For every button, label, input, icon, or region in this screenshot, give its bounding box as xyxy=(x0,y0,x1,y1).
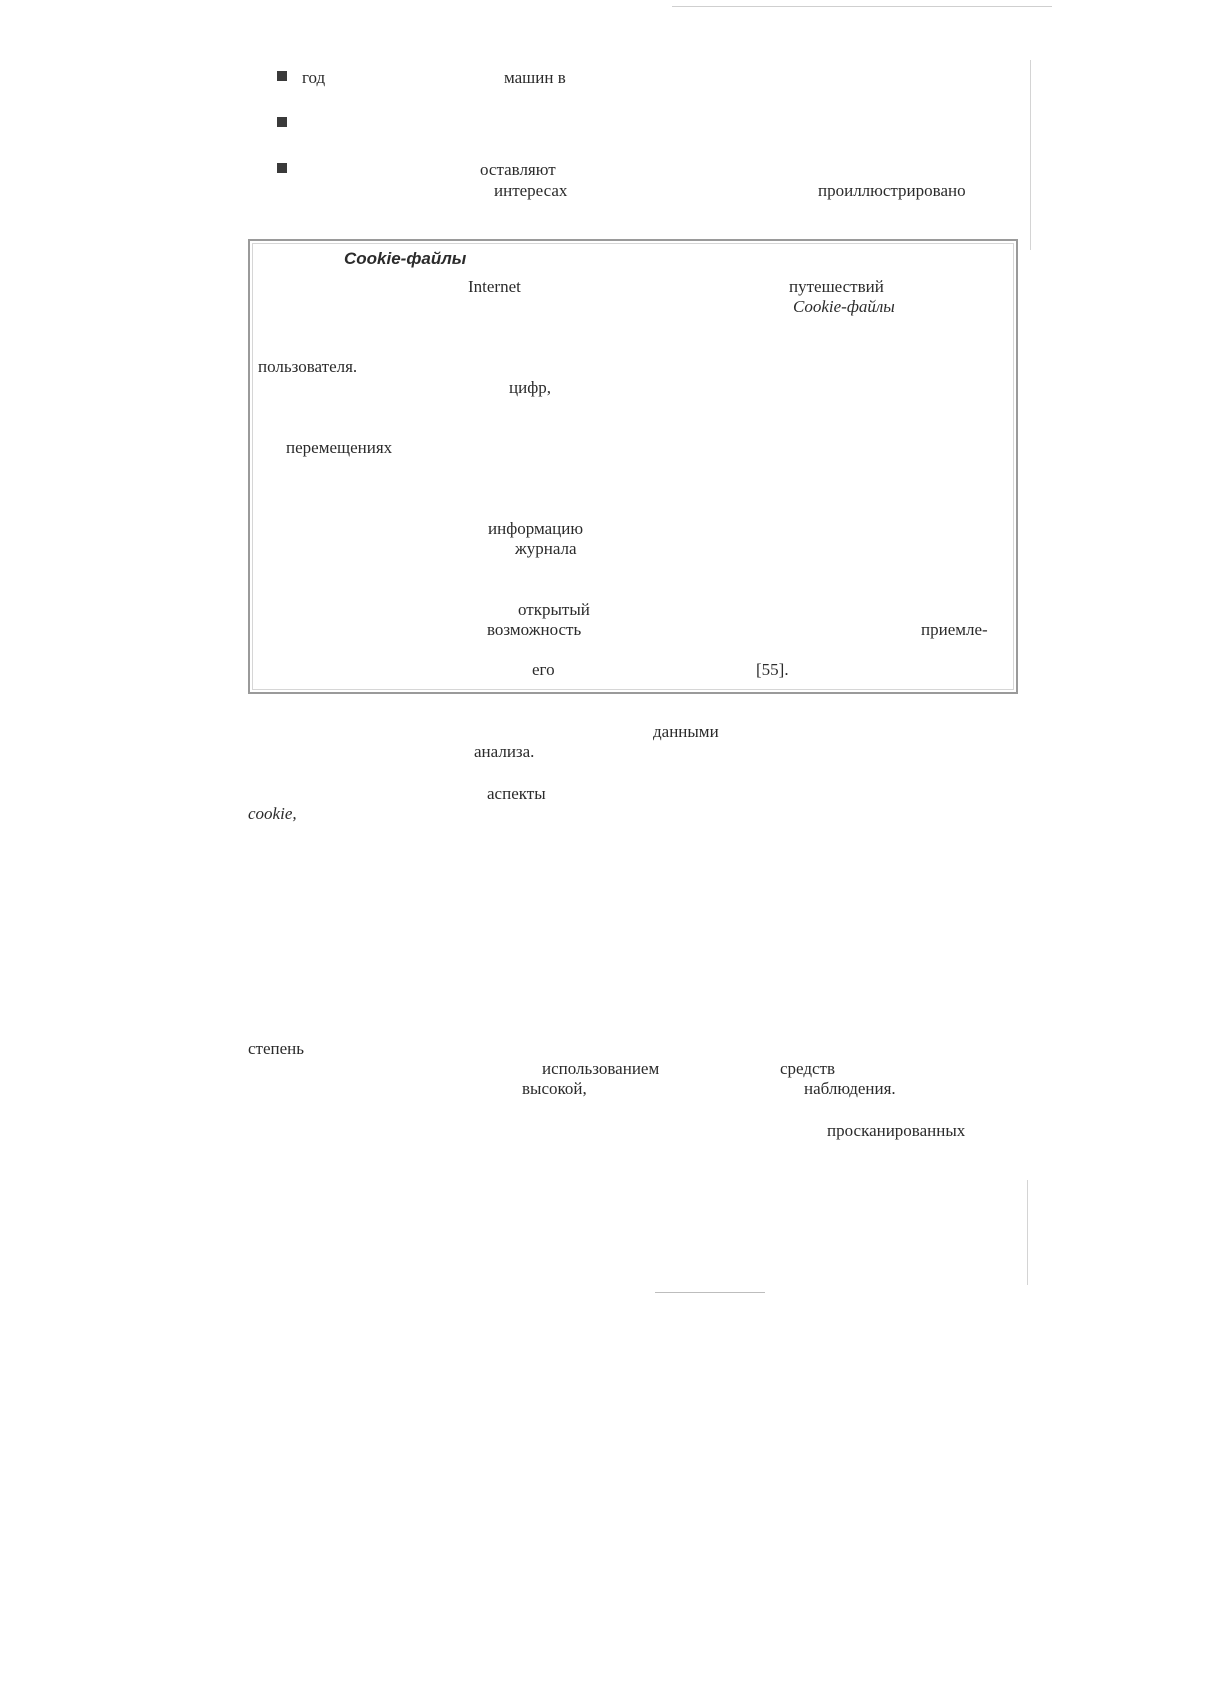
body-word-high: высокой, xyxy=(522,1079,587,1098)
box-heading: Cookie-файлы xyxy=(344,249,467,268)
body-word-cookie: cookie, xyxy=(248,804,297,823)
scan-edge-right-lower xyxy=(1027,1180,1028,1285)
bullet-3-word-interests: интересах xyxy=(494,181,568,200)
body-word-aspects: аспекты xyxy=(487,784,546,803)
cookie-sidebar-box xyxy=(248,239,1018,694)
bullet-3-word-illustrated: проиллюстрировано xyxy=(818,181,966,200)
box-word-journal: журнала xyxy=(515,539,577,558)
body-word-observation: наблюдения. xyxy=(804,1079,896,1098)
bullet-1-word-year: год xyxy=(302,68,326,87)
box-word-acceptable: приемле- xyxy=(921,620,988,639)
scan-edge-top xyxy=(672,6,1052,7)
bullet-marker-1 xyxy=(277,71,287,81)
body-word-degree: степень xyxy=(248,1039,305,1058)
box-word-open: открытый xyxy=(518,600,590,619)
box-word-internet: Internet xyxy=(468,277,521,296)
bullet-marker-3 xyxy=(277,163,287,173)
box-word-cookie-files: Cookie-файлы xyxy=(793,297,895,316)
box-word-movements: перемещениях xyxy=(286,438,393,457)
body-word-usage: использованием xyxy=(542,1059,660,1078)
bullet-1-word-machines: машин в xyxy=(504,68,566,87)
body-word-data: данными xyxy=(653,722,719,741)
box-word-possibility: возможность xyxy=(487,620,582,639)
box-reference: [55]. xyxy=(756,660,789,679)
box-word-his: его xyxy=(532,660,555,679)
bullet-3-word-leave: оставляют xyxy=(480,160,556,179)
scan-edge-right xyxy=(1030,60,1031,250)
box-word-digits: цифр, xyxy=(509,378,551,397)
body-word-scanned: просканированных xyxy=(827,1121,966,1140)
box-word-information: информацию xyxy=(488,519,584,538)
scan-edge-bottom xyxy=(655,1292,765,1293)
body-word-means: средств xyxy=(780,1059,836,1078)
box-word-user: пользователя. xyxy=(258,357,358,376)
body-word-analysis: анализа. xyxy=(474,742,535,761)
bullet-marker-2 xyxy=(277,117,287,127)
box-word-travels: путешествий xyxy=(789,277,884,296)
